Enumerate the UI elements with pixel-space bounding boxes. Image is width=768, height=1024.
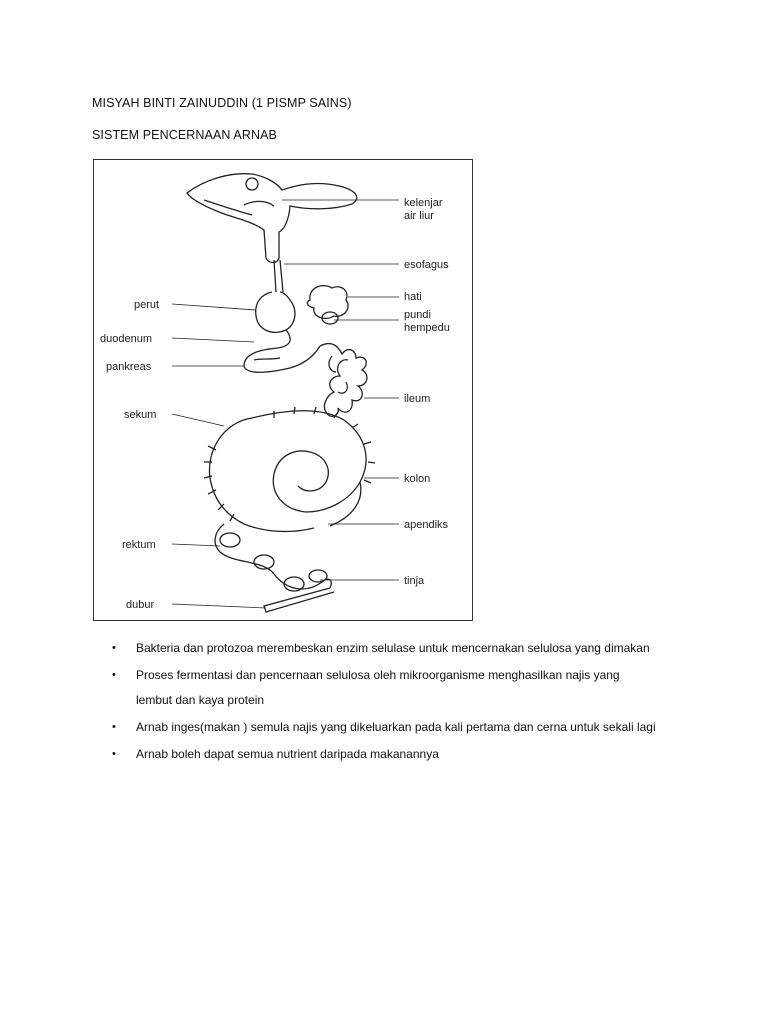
bullet-glyph: • [112,669,116,681]
label-kelenjar: kelenjar [404,197,443,209]
bullet-glyph: • [112,642,116,654]
bullet-glyph: • [112,721,116,733]
bullet-glyph: • [112,748,116,760]
stomach [256,292,295,332]
digestive-system-diagram [93,159,473,621]
bullet-text: Arnab inges(makan ) semula najis yang dikeluarkan pada kali pertama dan cerna untuk sekali lagi [136,720,656,734]
bullet-item [112,715,712,740]
label-esofagus: esofagus [404,259,449,271]
document-title: SISTEM PENCERNAAN ARNAB [92,128,277,142]
bullet-text: Arnab boleh dapat semua nutrient daripada makanannya [136,747,439,761]
author-line: MISYAH BINTI ZAINUDDIN (1 PISMP SAINS) [92,96,352,110]
label-sekum: sekum [124,409,157,421]
caecum [209,411,366,524]
bullet-item [112,742,712,767]
label-tinja: tinja [404,575,425,587]
label-hati: hati [404,291,422,303]
label-air-liur: air liur [404,210,434,222]
anus [264,588,334,612]
ileum [320,344,367,417]
duodenum [244,330,320,372]
label-pundi: pundi [404,309,431,321]
rabbit-eye [246,178,258,190]
label-perut: perut [134,299,160,311]
label-hempedu: hempedu [404,322,450,334]
bullet-text: Bakteria dan protozoa merembeskan enzim selulase untuk mencernakan selulosa yang dimakan [136,641,650,655]
liver [307,286,348,319]
bullet-item [112,636,712,661]
label-duodenum: duodenum [100,333,152,345]
label-rektum: rektum [122,539,156,551]
bullet-text: Proses fermentasi dan pencernaan selulosa oleh mikroorganisme menghasilkan najis yang [136,668,620,682]
rabbit-head [187,174,357,263]
label-kolon: kolon [404,473,431,485]
label-ileum: ileum [404,393,431,405]
diagram-drawing [94,160,474,622]
label-pankreas: pankreas [106,361,152,373]
label-apendiks: apendiks [404,519,449,531]
bullet-list [112,636,712,767]
bullet-text-continued: lembut dan kaya protein [136,693,265,707]
esophagus [274,260,283,292]
bullet-item [112,663,712,713]
label-dubur: dubur [126,599,155,611]
